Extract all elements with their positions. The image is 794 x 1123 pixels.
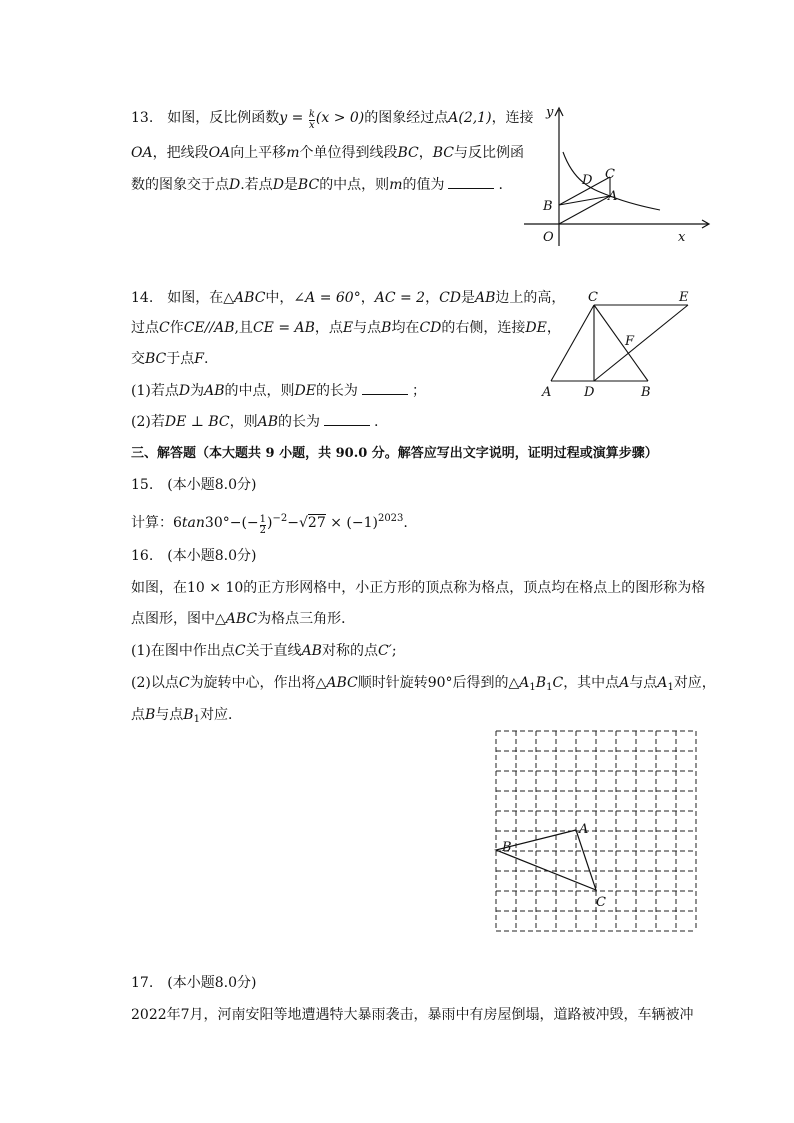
q16-math: B — [183, 707, 194, 723]
q14-text: 边上的高， — [495, 290, 566, 306]
label-D: D — [582, 173, 593, 188]
q14-text: 为 — [190, 383, 205, 399]
q15-math: − — [287, 515, 299, 531]
q14-math: CE//AB — [183, 320, 235, 336]
q13-text: 与反比例函 — [454, 145, 524, 161]
label-A: A — [542, 385, 552, 400]
q13-math: OA — [131, 145, 153, 161]
q17-line-1 — [131, 1005, 694, 1025]
q14-number: 14. — [131, 290, 154, 306]
q13-number: 13. — [131, 110, 154, 126]
q17-number: 17. — [131, 975, 154, 991]
q14-math: △ABC — [223, 290, 266, 306]
label-B: B — [543, 199, 553, 214]
q14-text: 作 — [169, 320, 184, 336]
q16-math: △ABC — [315, 675, 358, 691]
q16-line-2 — [131, 609, 355, 629]
q14-text: . — [203, 351, 209, 367]
q16-subscript: 1 — [529, 682, 536, 693]
q14-math: AB — [204, 383, 225, 399]
q16-part-1 — [131, 641, 397, 661]
q13-text: ，把线段 — [152, 145, 209, 161]
q15-math: ) — [267, 515, 273, 531]
q13-text: 的中点，则 — [319, 177, 390, 193]
q14-text: 的中点，则 — [224, 383, 295, 399]
q14-math: DE — [525, 320, 547, 336]
q14-text: (2)若 — [131, 414, 165, 430]
q16-math: AB — [301, 643, 322, 659]
q14-text: 于点 — [166, 351, 195, 367]
q15-math: 30°−(− — [204, 515, 259, 531]
q13-line-2 — [131, 143, 524, 163]
q14-text: 的右侧，连接 — [441, 320, 526, 336]
q15-calc-label: 计算： — [131, 515, 173, 531]
q15-fraction — [260, 515, 266, 536]
q16-text: 为旋转中心，作出将 — [189, 675, 316, 691]
q14-math: AC = 2 — [374, 290, 426, 306]
q14-math: DE ⊥ BC — [164, 414, 230, 430]
q14-line-3 — [131, 349, 208, 369]
q16-text: 对应， — [673, 675, 716, 691]
q13-line-3 — [131, 175, 503, 195]
label-A: A — [579, 822, 589, 837]
q14-math: DE — [294, 383, 316, 399]
q16-text: 对称的点 — [321, 643, 378, 659]
q13-fraction — [309, 110, 315, 131]
q14-line-2 — [131, 318, 561, 338]
q14-diagram — [538, 286, 698, 401]
q13-frac-num: k — [308, 109, 315, 120]
q16-text: ; — [391, 643, 397, 659]
q16-math: △ABC — [215, 611, 258, 627]
q16-part-2 — [131, 673, 716, 698]
q14-math: AB — [475, 290, 496, 306]
q16-math: B — [535, 675, 547, 691]
q13-text: 的值为 — [402, 177, 445, 193]
q16-part-3 — [131, 705, 242, 730]
q14-text: . — [374, 414, 379, 430]
q16-subscript: 1 — [546, 682, 553, 693]
label-x: x — [678, 230, 686, 245]
q16-grid — [494, 729, 699, 934]
q13-math: = — [287, 110, 308, 126]
q14-figure — [538, 286, 698, 401]
label-A: A — [608, 189, 618, 204]
label-C: C — [605, 167, 615, 182]
segment-CB — [594, 305, 648, 381]
q16-math: C′ — [377, 643, 392, 659]
q16-text: 顺时针旋转90°后得到的 — [357, 675, 509, 691]
q17-score: (本小题8.0分) — [167, 975, 257, 991]
q15-exponent: 2023 — [377, 513, 404, 524]
segment-AC — [551, 305, 594, 381]
q16-math: △A — [508, 675, 530, 691]
label-E: E — [679, 290, 689, 305]
q14-text: 与点 — [353, 320, 382, 336]
label-C: C — [588, 290, 598, 305]
q16-text: 为格点三角形． — [257, 611, 356, 627]
q16-text: 关于直线 — [245, 643, 302, 659]
q14-math: F — [194, 351, 204, 367]
q14-text: 过点 — [131, 320, 159, 336]
q14-text: ， — [360, 290, 375, 306]
q15-radicand: 27 — [307, 515, 326, 531]
q13-frac-den: x — [309, 120, 315, 131]
q13-text: 数的图象交于点 — [131, 177, 229, 193]
q13-math: BC — [432, 145, 454, 161]
q14-math: AB — [257, 414, 279, 430]
q14-answer-blank-1[interactable] — [362, 382, 408, 395]
q15-header — [131, 475, 256, 495]
q14-math: BC — [145, 351, 167, 367]
q14-text: ； — [411, 383, 426, 399]
q13-math: OA — [208, 145, 231, 161]
q13-text: .若点 — [240, 177, 273, 193]
q14-text: ， — [546, 320, 561, 336]
q16-header — [131, 546, 256, 566]
q14-math: C — [159, 320, 170, 336]
q13-line-1 — [131, 108, 534, 131]
label-F: F — [625, 334, 635, 349]
q15-math: tan — [181, 515, 205, 531]
q13-math: m — [389, 177, 403, 193]
q16-text: 点 — [131, 707, 145, 723]
q17-header — [131, 973, 256, 993]
q14-text: 如图，在 — [167, 290, 224, 306]
q15-number: 15. — [131, 477, 154, 493]
section-3-title: 三、解答题（本大题共 9 小题，共 90.0 分。解答应写出文字说明，证明过程或演算步骤） — [131, 446, 658, 461]
q13-math: (x > 0) — [315, 110, 365, 126]
q15-score: (本小题8.0分) — [167, 477, 257, 493]
q13-math: y — [279, 110, 288, 126]
q13-text: 如图，反比例函数 — [167, 110, 280, 126]
label-D: D — [584, 385, 595, 400]
q14-text: 的长为 — [315, 383, 358, 399]
q14-math: CE = AB — [252, 320, 315, 336]
q14-text: 的长为 — [278, 414, 321, 430]
label-B: B — [502, 840, 512, 855]
q14-text: 交 — [131, 351, 145, 367]
sqrt-icon: √ — [299, 515, 308, 531]
q14-part-2 — [131, 412, 378, 432]
q15-expression — [131, 509, 408, 536]
q13-graph — [520, 100, 720, 250]
q16-math: C — [178, 675, 190, 691]
q16-math: A — [619, 675, 630, 691]
q13-text: . — [498, 177, 503, 193]
label-C: C — [596, 895, 606, 910]
q13-math: BC — [297, 177, 320, 193]
q14-part-1 — [131, 381, 426, 401]
q13-text: 是 — [283, 177, 298, 193]
q16-math: B — [145, 707, 156, 723]
q13-math: m — [286, 145, 300, 161]
q16-score: (本小题8.0分) — [167, 548, 257, 564]
q16-text: ，其中点 — [563, 675, 620, 691]
q14-math: E — [342, 320, 354, 336]
q16-math: C — [552, 675, 564, 691]
q13-math: BC — [397, 145, 419, 161]
q16-grid-figure — [494, 729, 699, 934]
segment-DE — [594, 305, 688, 381]
q15-math: × (−1) — [325, 515, 378, 531]
q16-text: 与点 — [155, 707, 184, 723]
q17-text: 2022年7月，河南安阳等地遭遇特大暴雨袭击，暴雨中有房屋倒塌，道路被冲毁，车辆被冲 — [131, 1007, 694, 1023]
q15-frac-den: 2 — [259, 525, 267, 536]
q16-number: 16. — [131, 548, 154, 564]
q14-text: 均在 — [391, 320, 420, 336]
q14-math: CD — [439, 290, 462, 306]
q14-text: ，则 — [229, 414, 258, 430]
q13-math: D — [229, 177, 241, 193]
q13-figure — [520, 100, 720, 250]
label-B: B — [641, 385, 651, 400]
q14-text: ， — [425, 290, 440, 306]
label-O: O — [543, 230, 554, 245]
q13-text: 的图象经过点 — [364, 110, 449, 126]
q16-subscript: 1 — [193, 714, 200, 725]
q16-subscript: 1 — [667, 682, 674, 693]
q13-math: A(2,1) — [448, 110, 492, 126]
q14-math: CD — [419, 320, 442, 336]
q15-math: . — [403, 515, 408, 531]
q16-math: A — [657, 675, 668, 691]
q13-text: 个单位得到线段 — [299, 145, 398, 161]
q16-text: 与点 — [629, 675, 658, 691]
q15-math: 6 — [173, 515, 182, 531]
q14-text: ，点 — [314, 320, 343, 336]
q16-text: (2)以点 — [131, 675, 179, 691]
triangle-ABC — [496, 830, 596, 890]
q15-exponent: −2 — [272, 513, 288, 524]
q16-text: (1)在图中作出点 — [131, 643, 235, 659]
q14-math: D — [178, 383, 191, 399]
q16-line-1 — [131, 578, 705, 598]
q14-text: (1)若点 — [131, 383, 179, 399]
q16-math: C — [234, 643, 246, 659]
q14-text: ,且 — [234, 320, 253, 336]
section-3-heading — [131, 444, 658, 464]
q13-text: ， — [418, 145, 433, 161]
q13-text: 向上平移 — [230, 145, 287, 161]
q16-text: 对应． — [199, 707, 242, 723]
q13-math: D — [272, 177, 284, 193]
q13-answer-blank[interactable] — [448, 176, 494, 189]
q14-math: ∠A = 60° — [293, 290, 361, 306]
q14-text: 中， — [265, 290, 294, 306]
q13-text: ，连接 — [491, 110, 534, 126]
q16-text: 如图，在10 × 10的正方形网格中，小正方形的顶点称为格点，顶点均在格点上的图形称为格 — [131, 580, 706, 596]
q14-text: 是 — [461, 290, 476, 306]
q14-line-1 — [131, 288, 565, 308]
q16-text: 点图形，图中 — [131, 611, 215, 627]
label-y: y — [546, 105, 554, 120]
q14-answer-blank-2[interactable] — [324, 413, 370, 426]
q14-math: B — [381, 320, 392, 336]
q15-frac-num: 1 — [259, 514, 267, 525]
